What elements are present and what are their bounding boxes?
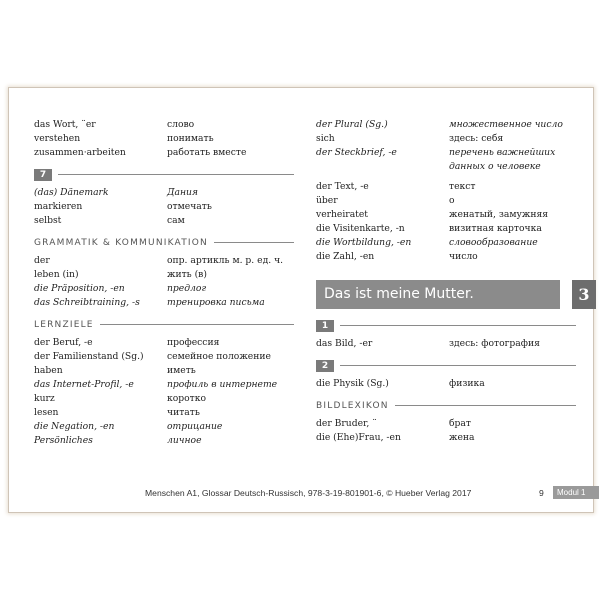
german-term: der Steckbrief, -e <box>316 147 397 158</box>
german-term: der <box>34 255 50 266</box>
german-term: haben <box>34 365 63 376</box>
russian-translation: Дания <box>167 187 198 198</box>
russian-translation: личное <box>167 435 202 446</box>
entry-group <box>34 254 294 310</box>
entry-continuation <box>316 160 576 174</box>
russian-translation: профессия <box>167 337 220 348</box>
left-column <box>34 118 294 448</box>
german-term: der Bruder, ¨ <box>316 418 377 429</box>
glossary-entry <box>34 392 294 406</box>
russian-translation: множественное число <box>449 119 563 130</box>
entry-group <box>316 118 576 160</box>
glossary-entry <box>34 186 294 200</box>
section-rule <box>214 242 294 243</box>
glossary-entry <box>34 350 294 364</box>
german-term: sich <box>316 133 335 144</box>
russian-translation: коротко <box>167 393 207 404</box>
german-term: Persönliches <box>34 435 93 446</box>
glossary-entry <box>34 254 294 268</box>
german-term: das Internet-Profil, -e <box>34 379 134 390</box>
footer-citation: Menschen A1, Glossar Deutsch-Russisch, 978-3-19-801901-6, © Hueber Verlag 2017 <box>145 488 472 498</box>
entry-group <box>34 118 294 160</box>
glossary-entry <box>34 146 294 160</box>
glossary-entry <box>316 377 576 391</box>
glossary-entry <box>316 250 576 264</box>
glossary-entry <box>316 146 576 160</box>
glossary-entry <box>34 118 294 132</box>
russian-translation: жить (в) <box>167 269 207 280</box>
right-column <box>316 118 590 445</box>
glossary-entry <box>34 268 294 282</box>
section-rule <box>395 405 576 406</box>
glossary-entry <box>34 132 294 146</box>
glossary-entry <box>34 336 294 350</box>
section-1-header <box>316 319 576 332</box>
glossary-entry <box>316 222 576 236</box>
german-term: die Physik (Sg.) <box>316 378 389 389</box>
lernziele-header <box>34 318 294 331</box>
german-term: lesen <box>34 407 59 418</box>
german-term: verstehen <box>34 133 81 144</box>
glossary-entry <box>316 180 576 194</box>
glossary-entry <box>316 431 576 445</box>
chapter-banner <box>316 280 590 309</box>
section-rule <box>100 324 294 325</box>
entry-group <box>316 377 576 391</box>
glossary-entry <box>316 417 576 431</box>
section-number: 2 <box>316 360 334 372</box>
russian-translation: отмечать <box>167 201 212 212</box>
glossary-entry <box>316 208 576 222</box>
german-term: zusammen·arbeiten <box>34 147 126 158</box>
section-rule <box>340 365 576 366</box>
page-number: 9 <box>539 488 544 498</box>
german-term: leben (in) <box>34 269 79 280</box>
glossary-entry <box>34 214 294 228</box>
glossary-entry <box>34 434 294 448</box>
russian-translation: физика <box>449 378 485 389</box>
modul-tab: Modul 1 <box>553 486 599 499</box>
russian-translation: читать <box>167 407 200 418</box>
german-term: der Plural (Sg.) <box>316 119 388 130</box>
russian-translation: текст <box>449 181 476 192</box>
german-term: die Zahl, -en <box>316 251 375 262</box>
section-number: 7 <box>34 169 52 181</box>
glossary-entry <box>316 337 576 351</box>
russian-translation: отрицание <box>167 421 223 432</box>
russian-translation: тренировка письма <box>167 297 265 308</box>
german-term: die Wortbildung, -en <box>316 237 412 248</box>
grammatik-header <box>34 236 294 249</box>
german-term: die Präposition, -en <box>34 283 125 294</box>
glossary-entry <box>34 420 294 434</box>
glossary-entry <box>316 194 576 208</box>
glossary-entry <box>316 236 576 250</box>
german-term: selbst <box>34 215 62 226</box>
section-title: BILDLEXIKON <box>316 400 389 411</box>
russian-translation: жена <box>449 432 475 443</box>
glossary-entry <box>34 364 294 378</box>
russian-translation: о <box>449 195 455 206</box>
russian-translation: иметь <box>167 365 196 376</box>
glossary-entry <box>316 118 576 132</box>
russian-translation: визитная карточка <box>449 223 542 234</box>
russian-translation: здесь: себя <box>449 133 504 144</box>
chapter-title: Das ist meine Mutter. <box>324 286 474 302</box>
german-term: (das) Dänemark <box>34 187 109 198</box>
german-term: markieren <box>34 201 83 212</box>
russian-translation: число <box>449 251 478 262</box>
german-term: das Bild, -er <box>316 338 373 349</box>
german-term: die (Ehe)Frau, -en <box>316 432 401 443</box>
german-term: kurz <box>34 393 55 404</box>
entry-group <box>316 337 576 351</box>
section-2-header <box>316 359 576 372</box>
german-term: über <box>316 195 338 206</box>
russian-translation: брат <box>449 418 471 429</box>
glossary-entry <box>34 282 294 296</box>
translation: данных о человеке <box>449 161 541 172</box>
glossary-entry <box>34 296 294 310</box>
russian-translation: семейное положение <box>167 351 271 362</box>
german-term: verheiratet <box>316 209 369 220</box>
russian-translation: здесь: фотография <box>449 338 540 349</box>
entry-group <box>316 417 576 445</box>
entry-group <box>34 336 294 448</box>
russian-translation: сам <box>167 215 185 226</box>
section-rule <box>58 174 294 175</box>
russian-translation: понимать <box>167 133 214 144</box>
russian-translation: словообразование <box>449 237 538 248</box>
section-number: 1 <box>316 320 334 332</box>
german-term: der Text, -e <box>316 181 369 192</box>
russian-translation: перечень важнейших <box>449 147 556 158</box>
section-7-header <box>34 168 294 181</box>
glossary-entry <box>34 406 294 420</box>
bildlexikon-header <box>316 399 576 412</box>
entry-group <box>316 180 576 264</box>
glossary-entry <box>316 132 576 146</box>
german-term: der Familienstand (Sg.) <box>34 351 144 362</box>
russian-translation: женатый, замужняя <box>449 209 549 220</box>
section-title: GRAMMATIK & KOMMUNIKATION <box>34 237 208 248</box>
russian-translation: профиль в интернете <box>167 379 278 390</box>
german-term: das Wort, ¨er <box>34 119 96 130</box>
entry-group <box>34 186 294 228</box>
russian-translation: предлог <box>167 283 207 294</box>
russian-translation: слово <box>167 119 195 130</box>
german-term: die Negation, -en <box>34 421 115 432</box>
section-rule <box>340 325 576 326</box>
german-term: der Beruf, -e <box>34 337 93 348</box>
german-term: das Schreibtraining, -s <box>34 297 140 308</box>
glossary-entry <box>34 200 294 214</box>
german-term: die Visitenkarte, -n <box>316 223 405 234</box>
russian-translation: опр. артикль м. р. ед. ч. <box>167 255 284 266</box>
section-title: LERNZIELE <box>34 319 94 330</box>
glossary-page <box>9 88 593 512</box>
russian-translation: работать вместе <box>167 147 247 158</box>
glossary-entry <box>34 378 294 392</box>
chapter-number: 3 <box>572 280 596 309</box>
